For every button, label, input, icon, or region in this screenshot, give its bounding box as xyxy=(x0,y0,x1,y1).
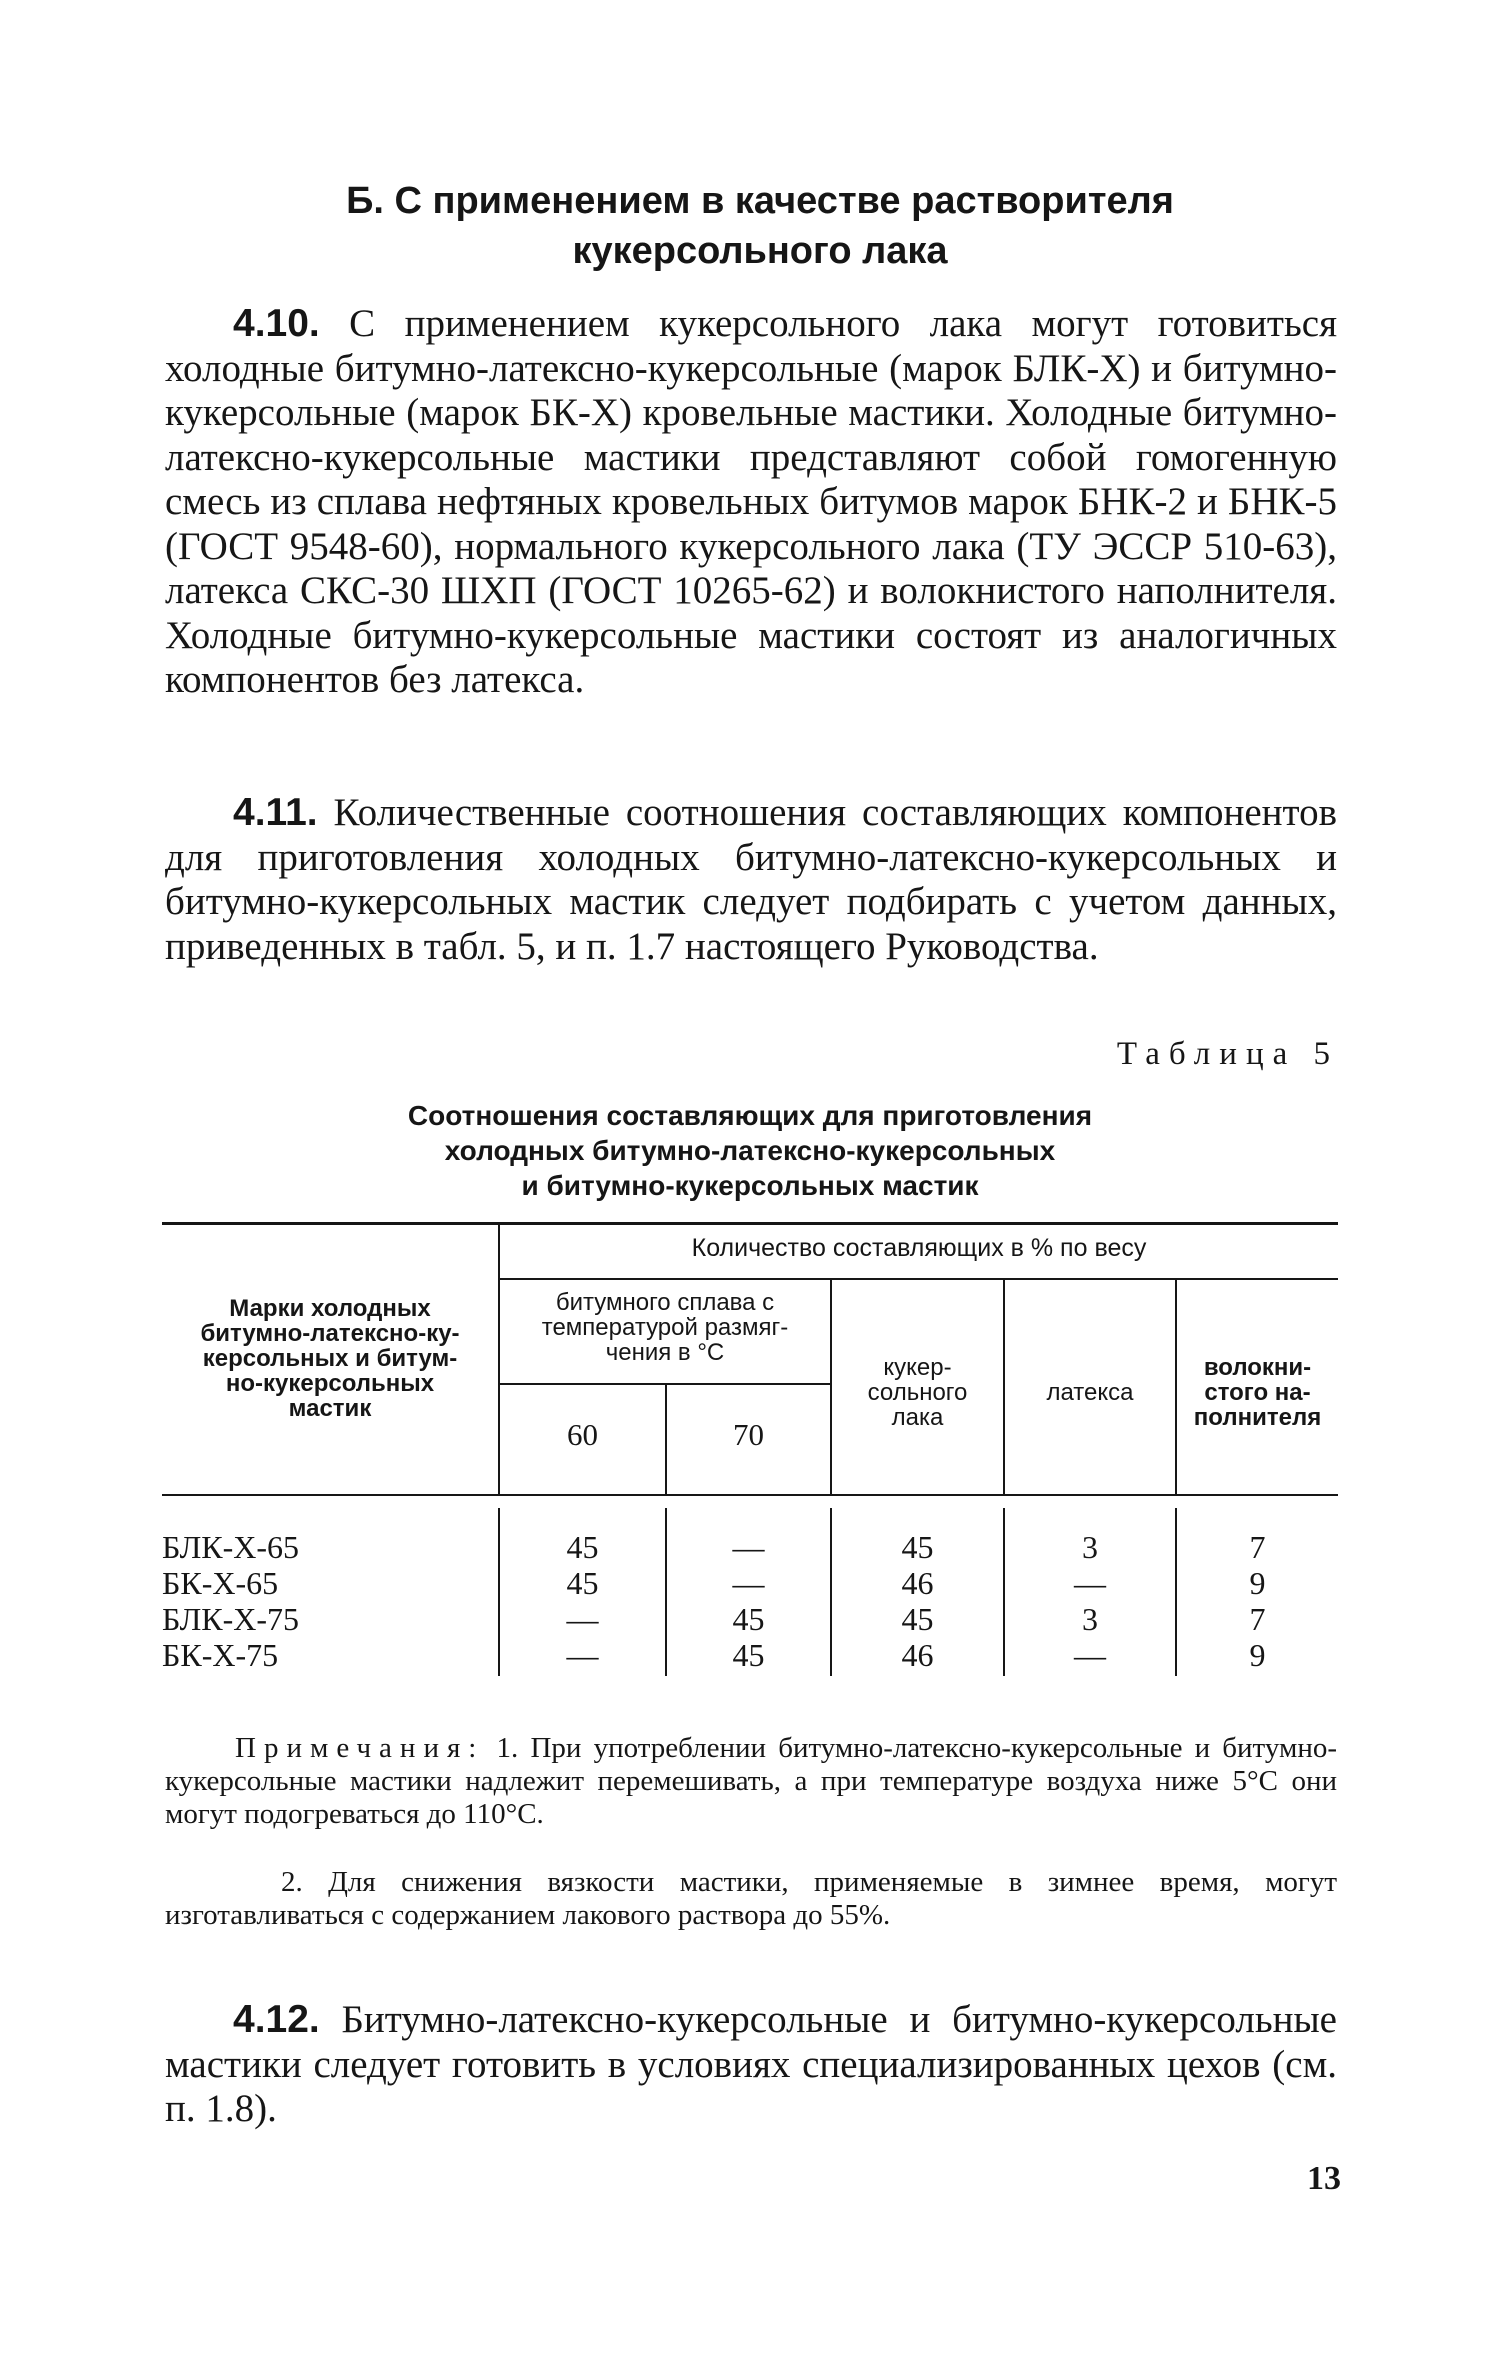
cell-latex: — xyxy=(1074,1637,1106,1673)
paragraph-4-11 xyxy=(165,791,1337,969)
paragraph-text: С применением кукерсольного лака могут готовиться холодные битумно-латексно-кукерсольные (марок БЛК-Х) и битумно-кукерсольные (марок БК-Х) кровельные мастики. Холодные битумно-латексно-кукерсольные мастики представляют собой гомогенную смесь из сплава нефтяных кровельных битумов марок БНК-2 и БНК-5 (ГОСТ 9548-60), нормального кукерсольного лака (ТУ ЭССР 510-63), латекса СКС-30 ШХП (ГОСТ 10265-62) и волокнистого наполнителя. Холодные битумно-кукерсольные мастики состоят из аналогичных компонентов без латекса. xyxy=(165,302,1338,701)
row-name: БЛК-Х-65 xyxy=(162,1529,300,1565)
cell-fiber: 7 xyxy=(1249,1529,1266,1565)
table-label: Таблица 5 xyxy=(1116,1036,1339,1072)
table-title-line-3: и битумно-кукерсольных мастик xyxy=(521,1170,979,1201)
note-1 xyxy=(165,1732,1337,1831)
header-temp-70: 70 xyxy=(733,1417,764,1452)
note-2 xyxy=(165,1866,1337,1932)
note-1-text: 1. При употреблении битумно-латексно-кукерсольные и битумно-кукерсольные мастики надлежит перемешивать, а при температуре воздуха ниже 5°С они могут подогреваться до 110°С. xyxy=(165,1732,1337,1830)
cell-fiber: 9 xyxy=(1249,1565,1266,1601)
header-fiber: волокни- стого на- полнителя xyxy=(1193,1354,1322,1431)
cell-fiber: 7 xyxy=(1249,1601,1266,1637)
table-title-line-1: Соотношения составляющих для приготовления xyxy=(407,1100,1093,1131)
paragraph-number: 4.12. xyxy=(233,1998,320,2041)
cell-70: 45 xyxy=(732,1637,765,1673)
paragraph-4-10 xyxy=(165,302,1337,703)
section-heading-line-1: Б. С применением в качестве растворителя xyxy=(346,180,1174,222)
notes-label: Примечания: xyxy=(235,1732,485,1764)
cell-60: 45 xyxy=(566,1565,599,1601)
header-bitumen: битумного сплава с температурой размяг- чения в °С xyxy=(541,1289,789,1366)
paragraph-text: Количественные соотношения составляющих компонентов для приготовления холодных битумно-латексно-кукерсольных и битумно-кукерсольных мастик следует подбирать с учетом данных, приведенных в табл. 5, и п. 1.7 настоящего Руководства. xyxy=(165,791,1337,968)
header-temp-60: 60 xyxy=(567,1417,598,1452)
section-heading-line-2: кукерсольного лака xyxy=(572,230,948,272)
row-name: БК-Х-75 xyxy=(162,1637,279,1673)
section-heading xyxy=(150,176,1370,276)
cell-kuker: 45 xyxy=(901,1529,934,1565)
cell-70: — xyxy=(732,1529,765,1565)
header-bottom-rule xyxy=(162,1494,1338,1496)
cell-latex: — xyxy=(1074,1565,1106,1601)
cell-60: 45 xyxy=(566,1529,599,1565)
quantity-header-rule xyxy=(500,1278,1338,1280)
table-title xyxy=(220,1098,1280,1203)
page-number: 13 xyxy=(1307,2160,1341,2197)
cell-latex: 3 xyxy=(1082,1529,1098,1565)
paragraph-number: 4.11. xyxy=(233,791,318,834)
cell-fiber: 9 xyxy=(1249,1637,1266,1673)
cell-70: 45 xyxy=(732,1601,765,1637)
header-marks: Марки холодных битумно-латексно-ку- керсольных и битум- но-кукерсольных мастик xyxy=(200,1295,460,1422)
paragraph-4-12 xyxy=(165,1998,1337,2132)
header-kuker: кукер- сольного лака xyxy=(867,1354,968,1431)
cell-kuker: 46 xyxy=(901,1565,934,1601)
cell-latex: 3 xyxy=(1082,1601,1098,1637)
table-title-line-2: холодных битумно-латексно-кукерсольных xyxy=(444,1135,1056,1166)
table-top-rule xyxy=(162,1222,1338,1225)
header-quantity: Количество составляющих в % по весу xyxy=(691,1234,1147,1262)
row-name: БК-Х-65 xyxy=(162,1565,279,1601)
paragraph-text: Битумно-латексно-кукерсольные и битумно-кукерсольные мастики следует готовить в условиях специализированных цехов (см. п. 1.8). xyxy=(165,1998,1337,2130)
paragraph-number: 4.10. xyxy=(233,302,320,345)
cell-kuker: 45 xyxy=(901,1601,934,1637)
cell-70: — xyxy=(732,1565,765,1601)
note-2-text: 2. Для снижения вязкости мастики, применяемые в зимнее время, могут изготавливаться с содержанием лакового раствора до 55%. xyxy=(165,1866,1337,1931)
cell-60: — xyxy=(566,1637,599,1673)
row-name: БЛК-Х-75 xyxy=(162,1601,300,1637)
header-latex: латекса xyxy=(1046,1379,1134,1406)
cell-kuker: 46 xyxy=(901,1637,934,1673)
cell-60: — xyxy=(566,1601,599,1637)
